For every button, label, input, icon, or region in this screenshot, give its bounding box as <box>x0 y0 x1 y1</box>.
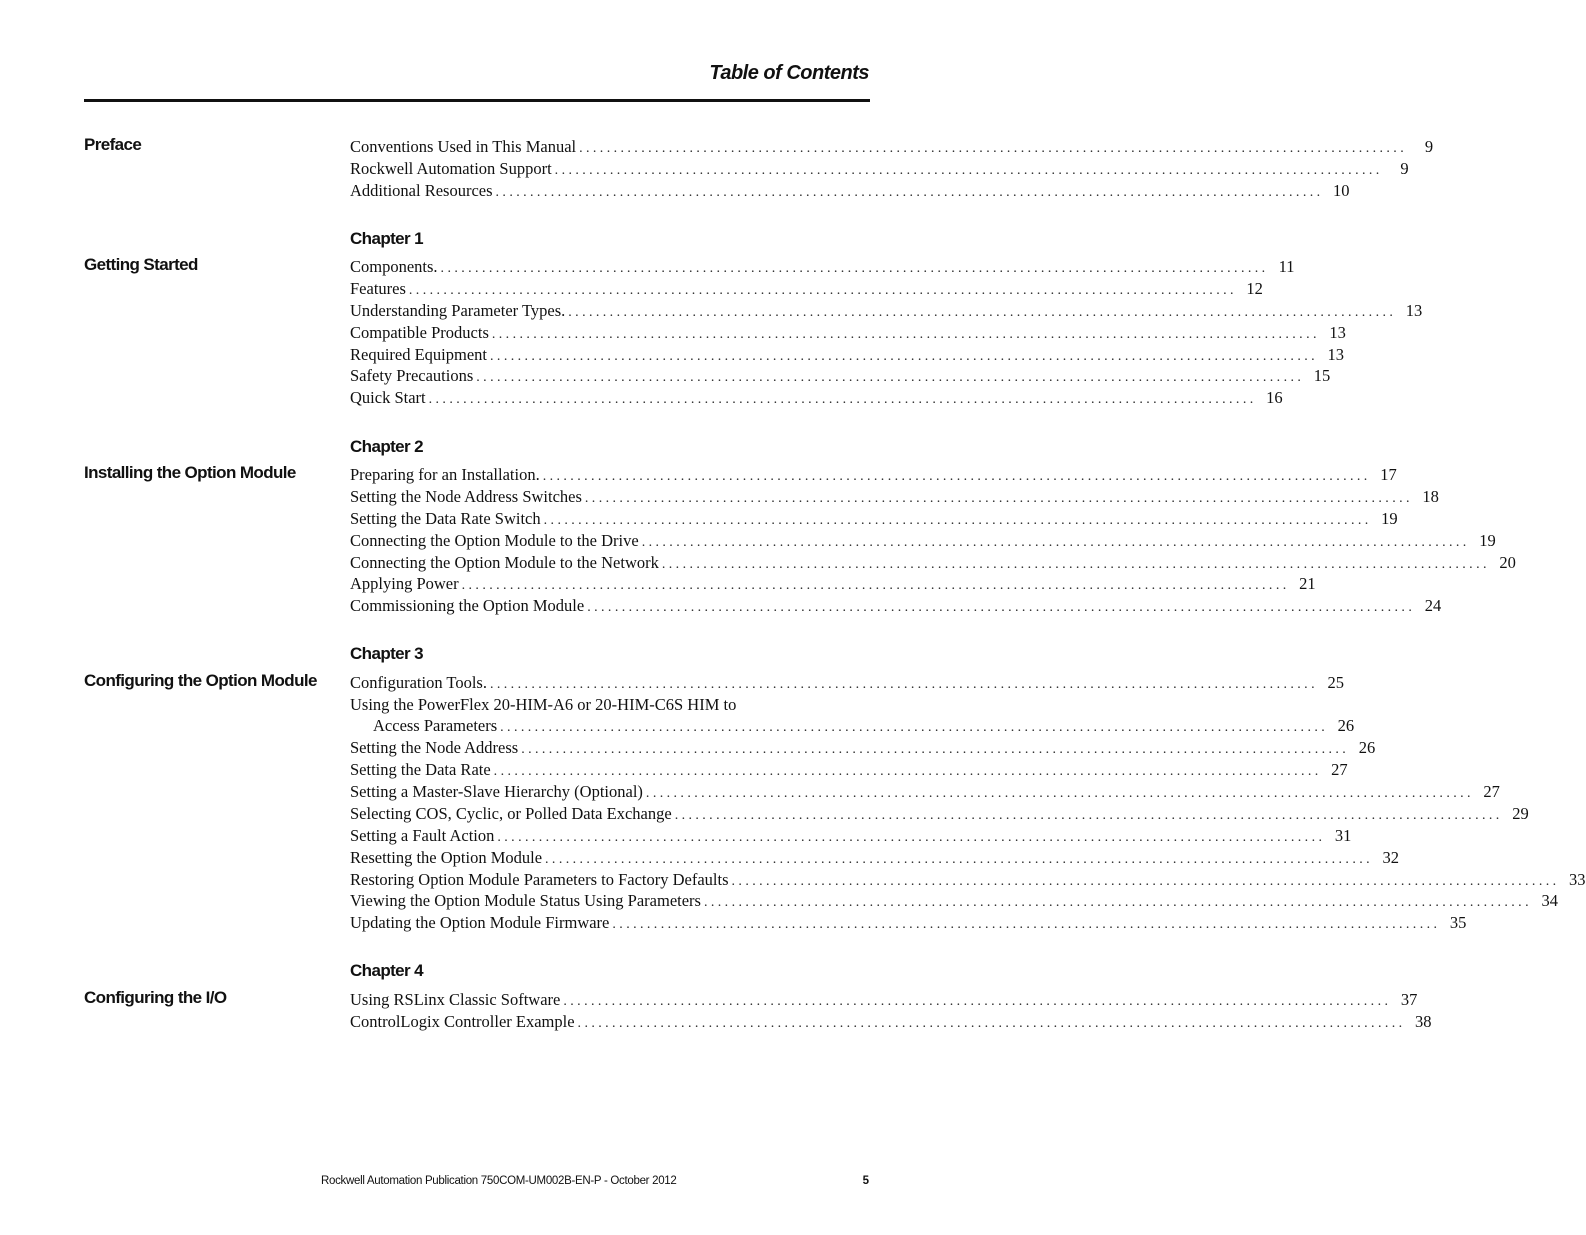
toc-page-number: 18 <box>1422 486 1439 506</box>
toc-page-number: 16 <box>1266 388 1283 408</box>
toc-entry-title: Setting a Master-Slave Hierarchy (Optional) <box>350 781 643 801</box>
toc-entry-title: Preparing for an Installation. <box>350 465 540 484</box>
chapter-label: Chapter 2 <box>350 437 424 456</box>
toc-dot-leader: ........................................................................................................................ <box>587 600 1416 616</box>
toc-entry-list <box>350 672 1586 934</box>
toc-dot-leader: ........................................................................................................................ <box>554 162 1383 178</box>
publication-info: Rockwell Automation Publication 750COM-UM002B-EN-P - October 2012 <box>321 1175 677 1187</box>
toc-entry-title: Quick Start <box>350 388 426 408</box>
toc-dot-leader: ........................................................................................................................ <box>440 261 1269 276</box>
toc-entry-title: Commissioning the Option Module <box>350 596 585 616</box>
toc-entry-title: Conventions Used in This Manual <box>350 137 577 156</box>
toc-entry[interactable] <box>350 300 1423 322</box>
toc-page-number: 26 <box>1337 716 1355 736</box>
toc-page-number: 19 <box>1381 508 1398 528</box>
toc-page-number: 27 <box>1483 781 1500 801</box>
toc-entry[interactable] <box>350 912 1467 934</box>
toc-page-number: 26 <box>1358 738 1376 758</box>
toc-entry-title: Viewing the Option Module Status Using Parameters <box>350 891 701 911</box>
chapter-label: Chapter 1 <box>350 229 424 248</box>
toc-entry-title: Access Parameters <box>373 716 498 736</box>
toc-dot-leader: ........................................................................................................................ <box>493 764 1322 780</box>
toc-dot-leader: ........................................................................................................................ <box>661 556 1490 572</box>
toc-page-number: 38 <box>1415 1011 1432 1031</box>
toc-entry[interactable] <box>350 464 1397 486</box>
toc-dot-leader: ........................................................................................................................ <box>579 141 1408 156</box>
toc-entry-title: Applying Power <box>350 574 459 594</box>
toc-page-number: 9 <box>1424 137 1434 156</box>
toc-page-number: 32 <box>1382 847 1400 867</box>
section-title: Getting Started <box>84 255 198 274</box>
toc-entry-list <box>350 989 1432 1033</box>
toc-dot-leader: ........................................................................................................................ <box>476 370 1305 386</box>
toc-entry-title: Rockwell Automation Support <box>350 158 552 178</box>
toc-entry-title: Required Equipment <box>350 344 488 364</box>
toc-page-number: 13 <box>1405 300 1423 320</box>
toc-dot-leader: ........................................................................................................................ <box>543 512 1372 528</box>
toc-entry-title: Components. <box>350 257 438 276</box>
toc-dot-leader: ........................................................................................................................ <box>490 348 1319 364</box>
toc-entry-title: Updating the Option Module Firmware <box>350 913 610 933</box>
toc-entry-title: Setting the Node Address Switches <box>350 486 582 506</box>
toc-page-number: 37 <box>1400 990 1418 1009</box>
toc-dot-leader: ........................................................................................................................ <box>542 469 1371 484</box>
toc-dot-leader: ........................................................................................................................ <box>489 677 1318 692</box>
toc-page-number: 9 <box>1400 158 1409 178</box>
toc-page-number: 11 <box>1278 257 1295 276</box>
toc-page-number: 35 <box>1449 913 1467 933</box>
toc-entry-title: Connecting the Option Module to the Network <box>350 552 659 572</box>
toc-entry[interactable] <box>350 344 1345 366</box>
toc-entry-title: Additional Resources <box>350 180 493 200</box>
toc-entry[interactable] <box>350 825 1352 847</box>
toc-entry[interactable] <box>350 803 1529 825</box>
toc-entry[interactable] <box>350 672 1344 694</box>
toc-entry[interactable] <box>350 1011 1432 1033</box>
toc-page-number: 19 <box>1479 530 1496 550</box>
toc-page-number: 21 <box>1299 574 1316 594</box>
toc-entry[interactable] <box>350 278 1263 300</box>
toc-page-number: 10 <box>1333 180 1350 200</box>
toc-entry[interactable] <box>350 573 1316 595</box>
toc-entry[interactable] <box>350 180 1350 202</box>
toc-entry[interactable] <box>350 530 1496 552</box>
toc-entry[interactable] <box>350 737 1376 759</box>
toc-entry[interactable] <box>350 365 1331 387</box>
toc-entry-title: Understanding Parameter Types. <box>350 300 566 320</box>
toc-dot-leader: ........................................................................................................................ <box>545 851 1374 867</box>
toc-page-number: 13 <box>1327 344 1345 364</box>
toc-entry[interactable] <box>350 595 1442 617</box>
toc-entry[interactable] <box>350 759 1348 781</box>
toc-entry[interactable] <box>350 136 1434 158</box>
toc-dot-leader: ........................................................................................................................ <box>461 578 1290 594</box>
toc-dot-leader: ........................................................................................................................ <box>408 282 1237 298</box>
toc-entry[interactable] <box>350 715 1355 737</box>
toc-dot-leader: ........................................................................................................................ <box>577 1015 1406 1031</box>
toc-entry-list <box>350 464 1516 617</box>
toc-dot-leader: ........................................................................................................................ <box>497 829 1326 845</box>
toc-dot-leader: ........................................................................................................................ <box>641 534 1470 550</box>
toc-dot-leader: ........................................................................................................................ <box>521 742 1350 758</box>
toc-entry-title: Restoring Option Module Parameters to Factory Defaults <box>350 869 729 889</box>
toc-page-number: 27 <box>1331 760 1348 780</box>
toc-entry[interactable] <box>350 781 1500 803</box>
toc-dot-leader: ........................................................................................................................ <box>428 392 1257 408</box>
toc-entry[interactable] <box>350 322 1346 344</box>
toc-page-number: 24 <box>1424 596 1442 616</box>
chapter-label: Chapter 3 <box>350 644 424 663</box>
toc-dot-leader: ........................................................................................................................ <box>612 917 1441 933</box>
toc-entry-title: Setting the Data Rate <box>350 760 491 780</box>
toc-entry[interactable] <box>350 989 1418 1011</box>
toc-entry-title: Selecting COS, Cyclic, or Polled Data Exchange <box>350 803 672 823</box>
toc-entry-title: ControlLogix Controller Example <box>350 1011 575 1031</box>
toc-dot-leader: ........................................................................................................................ <box>703 895 1532 911</box>
toc-dot-leader: ........................................................................................................................ <box>568 304 1397 320</box>
toc-entry[interactable] <box>350 847 1400 869</box>
toc-entry[interactable] <box>350 890 1558 912</box>
toc-page-number: 15 <box>1313 366 1331 386</box>
toc-entry[interactable] <box>350 552 1516 574</box>
section-title: Configuring the I/O <box>84 988 227 1007</box>
section-title: Configuring the Option Module <box>84 671 317 690</box>
toc-entry-title: Safety Precautions <box>350 366 474 386</box>
toc-dot-leader: ........................................................................................................................ <box>674 807 1503 823</box>
toc-entry-title: Resetting the Option Module <box>350 847 543 867</box>
toc-dot-leader: ........................................................................................................................ <box>563 994 1392 1009</box>
toc-page-number: 25 <box>1327 673 1344 692</box>
toc-entry-title: Setting a Fault Action <box>350 825 495 845</box>
toc-entry[interactable] <box>350 508 1398 530</box>
toc-entry-title: Connecting the Option Module to the Drive <box>350 530 639 550</box>
page-title: Table of Contents <box>709 62 869 84</box>
toc-page-number: 29 <box>1512 803 1529 823</box>
section-title: Installing the Option Module <box>84 463 296 482</box>
toc-page-number: 13 <box>1329 322 1346 342</box>
chapter-label: Chapter 4 <box>350 961 424 980</box>
toc-dot-leader: ........................................................................................................................ <box>491 326 1320 342</box>
toc-page-number: 12 <box>1246 278 1263 298</box>
toc-dot-leader: ........................................................................................................................ <box>495 184 1324 200</box>
toc-entry-list <box>350 136 1434 202</box>
toc-entry-title: Features <box>350 278 406 298</box>
toc-entry[interactable] <box>350 869 1586 891</box>
toc-page-number: 33 <box>1569 869 1586 889</box>
toc-page-number: 20 <box>1499 552 1516 572</box>
toc-dot-leader: ........................................................................................................................ <box>500 720 1329 736</box>
toc-entry-title: Using the PowerFlex 20-HIM-A6 or 20-HIM-C6S HIM to <box>350 694 737 714</box>
toc-entry-list <box>350 256 1423 409</box>
toc-page-number: 31 <box>1334 825 1352 845</box>
toc-entry[interactable] <box>350 387 1283 409</box>
toc-page-number: 34 <box>1541 891 1558 911</box>
page-number: 5 <box>862 1175 869 1187</box>
section-title: Preface <box>84 135 142 154</box>
toc-entry[interactable] <box>350 256 1295 278</box>
toc-entry-title: Compatible Products <box>350 322 489 342</box>
toc-dot-leader: ........................................................................................................................ <box>645 785 1474 801</box>
toc-entry-title: Setting the Data Rate Switch <box>350 508 541 528</box>
toc-entry[interactable] <box>350 694 870 715</box>
toc-dot-leader: ........................................................................................................................ <box>731 873 1560 889</box>
toc-page-number: 17 <box>1380 465 1397 484</box>
toc-entry-title: Setting the Node Address <box>350 738 519 758</box>
toc-entry[interactable] <box>350 158 1409 180</box>
toc-dot-leader: ........................................................................................................................ <box>584 490 1413 506</box>
toc-entry-title: Using RSLinx Classic Software <box>350 990 561 1009</box>
toc-entry[interactable] <box>350 486 1439 508</box>
toc-entry-title: Configuration Tools. <box>350 673 487 692</box>
